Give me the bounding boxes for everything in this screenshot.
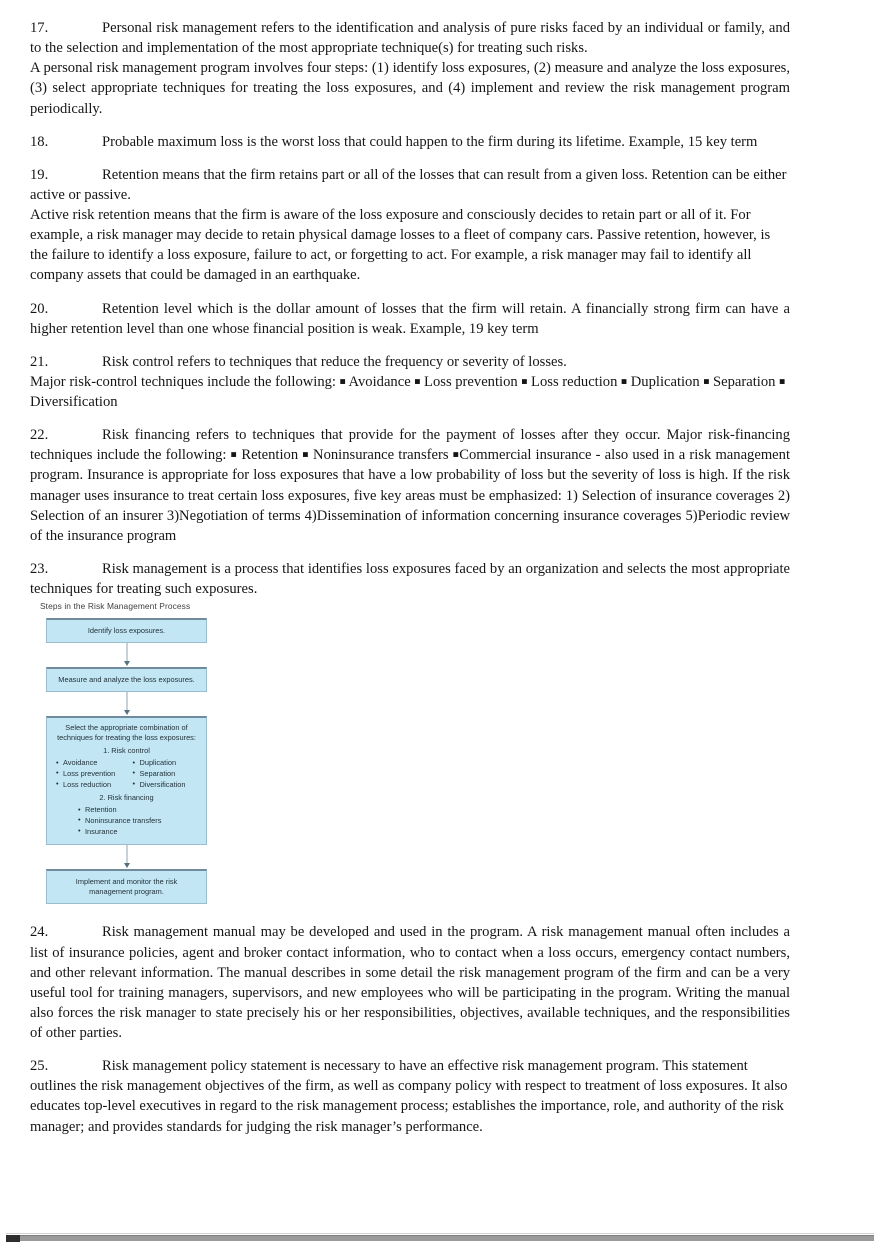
flowchart-section-risk-control: 1. Risk control <box>103 746 150 756</box>
arrowhead-down-icon <box>124 710 130 715</box>
risk-control-item: • Diversification <box>133 780 200 791</box>
item-22-technique-0: Retention <box>241 447 299 464</box>
flowchart-step-4-label-line-1: Implement and monitor the risk <box>75 877 178 887</box>
item-22-paragraph-1 <box>30 425 790 546</box>
item-19-paragraph-2: Active risk retention means that the firm is aware of the loss exposure and consciously decides to retain part or all of it. For example, a risk manager may decide to retain physical damage losses to a fleet of company cars. Passive retention, however, is the failure to identify a loss exposure, failure to act, or forgetting to act. For example, a risk manager may fail to identify all company assets that could be damaged in an earthquake. <box>30 207 771 284</box>
bullet-square-icon: ■ <box>230 449 238 461</box>
item-18 <box>30 132 790 152</box>
bullet-square-icon: ■ <box>414 376 421 388</box>
risk-management-flowchart <box>38 601 238 904</box>
flowchart-step-4-box <box>46 869 207 904</box>
item-19-number: 19. <box>30 166 49 183</box>
item-22-number: 22. <box>30 427 49 444</box>
risk-financing-item: • Retention <box>78 805 199 816</box>
item-24-paragraph-1 <box>30 922 790 1043</box>
item-25-text-1: Risk management policy statement is necessary to have an effective risk management program. This statement outlines the risk management objectives of the firm, as well as company policy with respect to treatment of loss exposures. It also educates top-level executives in regard to the risk management process; establishes the importance, role, and authority of the risk manager; and provides standards for judging the risk manager’s performance. <box>30 1058 788 1135</box>
bullet-square-icon: ■ <box>621 376 628 388</box>
flowchart-step-1-box <box>46 618 207 643</box>
item-18-text-1: Probable maximum loss is the worst loss that could happen to the firm during its lifetime. Example, 15 key term <box>102 133 758 150</box>
item-23 <box>30 559 790 905</box>
item-23-paragraph-1 <box>30 559 790 599</box>
item-22-tail: - also used in a risk management program. Insurance is appropriate for loss exposures that have a low probability of loss but the severity of loss is high. If the risk manager uses insurance to treat certain loss exposures, five key areas must be emphasized: 1) Selection of insurance coverages 2) Selection of an insurer 3)Negotiation of terms 4)Dissemination of information concerning insurance coverages 5)Periodic review of the insurance program <box>30 447 791 544</box>
item-20-paragraph-1 <box>30 299 790 339</box>
item-25-number: 25. <box>30 1058 49 1075</box>
flowchart-title: Steps in the Risk Management Process <box>40 601 191 612</box>
page-footer-bar-cap <box>6 1235 20 1242</box>
item-24 <box>30 922 790 1043</box>
risk-control-column-right <box>133 758 200 790</box>
flowchart-section-risk-financing: 2. Risk financing <box>99 793 154 803</box>
item-24-number: 24. <box>30 924 49 941</box>
flowchart-connector-1 <box>46 643 207 667</box>
item-21-technique-3: Duplication <box>630 373 700 390</box>
risk-control-columns <box>54 758 199 790</box>
item-22 <box>30 425 790 546</box>
item-23-text-1: Risk management is a process that identifies loss exposures faced by an organization and selects the most appropriate techniques for treating such exposures. <box>30 560 790 597</box>
item-17 <box>30 18 790 119</box>
risk-financing-item: • Insurance <box>78 827 199 838</box>
item-22-technique-1: Noninsurance transfers <box>313 447 449 464</box>
risk-control-column-left <box>56 758 123 790</box>
item-21-technique-2: Loss reduction <box>531 373 618 390</box>
item-21-technique-0: Avoidance <box>348 373 411 390</box>
flowchart-step-3-box <box>46 716 207 845</box>
risk-financing-list <box>54 805 199 837</box>
flowchart-connector-2 <box>46 692 207 716</box>
risk-control-item: • Loss reduction <box>56 780 123 791</box>
item-20 <box>30 299 790 339</box>
item-24-text-1: Risk management manual may be developed and used in the program. A risk management manual often includes a list of insurance policies, agent and broker contact information, who to contact when a loss occurs, emergency contact numbers, and other relevant information. The manual describes in some detail the risk management program of the firm and can be a very useful tool for training managers, supervisors, and new employees who will be participating in the program. Writing the manual also forces the risk manager to state precisely his or her responsibilities, objectives, available techniques, and the responsibilities of other parties. <box>30 924 790 1042</box>
item-21 <box>30 352 790 412</box>
item-18-paragraph-1 <box>30 132 790 152</box>
item-21-number: 21. <box>30 353 49 370</box>
item-21-technique-list <box>30 372 790 412</box>
document-body <box>30 18 790 1150</box>
item-19-text-1: Retention means that the firm retains part or all of the losses that can result from a given loss. Retention can be either active or passive. <box>30 166 787 203</box>
risk-control-item: • Avoidance <box>56 758 123 769</box>
bullet-square-icon: ■ <box>339 376 346 388</box>
flowchart-step-3-heading-line-2: techniques for treating the loss exposures: <box>57 733 196 743</box>
bullet-square-icon: ■ <box>302 449 309 461</box>
item-21-text-1: Risk control refers to techniques that reduce the frequency or severity of losses. <box>102 353 567 370</box>
arrowhead-down-icon <box>124 863 130 868</box>
item-21-technique-4: Separation <box>713 373 776 390</box>
bullet-square-icon: ■ <box>703 376 710 388</box>
flowchart-step-2-box <box>46 667 207 692</box>
flowchart-step-4-label-line-2: management program. <box>89 887 164 897</box>
item-20-text-1: Retention level which is the dollar amount of losses that the firm will retain. A financially strong firm can have a higher retention level than one whose financial position is weak. Example, 19 key term <box>30 300 790 337</box>
risk-control-item: • Separation <box>133 769 200 780</box>
connector-line <box>126 643 127 662</box>
item-21-list-lead: Major risk-control techniques include the following: <box>30 373 336 390</box>
flowchart-connector-3 <box>46 845 207 869</box>
flowchart-step-3-heading-line-1: Select the appropriate combination of <box>65 723 188 733</box>
item-22-technique-2: Commercial insurance <box>459 447 592 464</box>
item-25-paragraph-1 <box>30 1056 790 1137</box>
arrowhead-down-icon <box>124 661 130 666</box>
item-17-paragraph-1 <box>30 18 790 58</box>
bullet-square-icon: ■ <box>779 376 786 388</box>
connector-line <box>126 845 127 864</box>
risk-control-item: • Loss prevention <box>56 769 123 780</box>
risk-financing-item: • Noninsurance transfers <box>78 816 199 827</box>
bullet-square-icon: ■ <box>521 376 528 388</box>
flowchart-step-1-label: Identify loss exposures. <box>87 626 166 636</box>
item-19 <box>30 165 790 286</box>
item-17-number: 17. <box>30 20 49 36</box>
item-17-text-1: Personal risk management refers to the identification and analysis of pure risks faced by an individual or family, and to the selection and implementation of the most appropriate technique(s) for treating such risks. <box>30 20 790 57</box>
connector-line <box>126 692 127 711</box>
item-21-technique-5: Diversification <box>30 394 118 410</box>
item-25 <box>30 1056 790 1137</box>
flowchart-step-2-label: Measure and analyze the loss exposures. <box>58 675 195 685</box>
risk-control-item: • Duplication <box>133 758 200 769</box>
item-17-paragraph-2: A personal risk management program involves four steps: (1) identify loss exposures, (2) measure and analyze the loss exposures, (3) select appropriate techniques for treating the loss exposures, and (4) implement and review the risk management program periodically. <box>30 60 790 117</box>
item-18-number: 18. <box>30 133 49 150</box>
item-19-paragraph-1 <box>30 165 790 205</box>
item-20-number: 20. <box>30 300 49 317</box>
item-23-number: 23. <box>30 560 49 577</box>
page-footer-bar <box>6 1235 874 1241</box>
bullet-square-icon: ■ <box>452 449 460 461</box>
item-21-paragraph-1 <box>30 352 790 372</box>
page-hairline-divider <box>6 1233 874 1234</box>
item-22-lead: Risk financing refers to techniques that provide for the payment of losses after they occur. Major risk-financing techniques include the following: <box>30 427 790 464</box>
item-21-technique-1: Loss prevention <box>424 373 518 390</box>
